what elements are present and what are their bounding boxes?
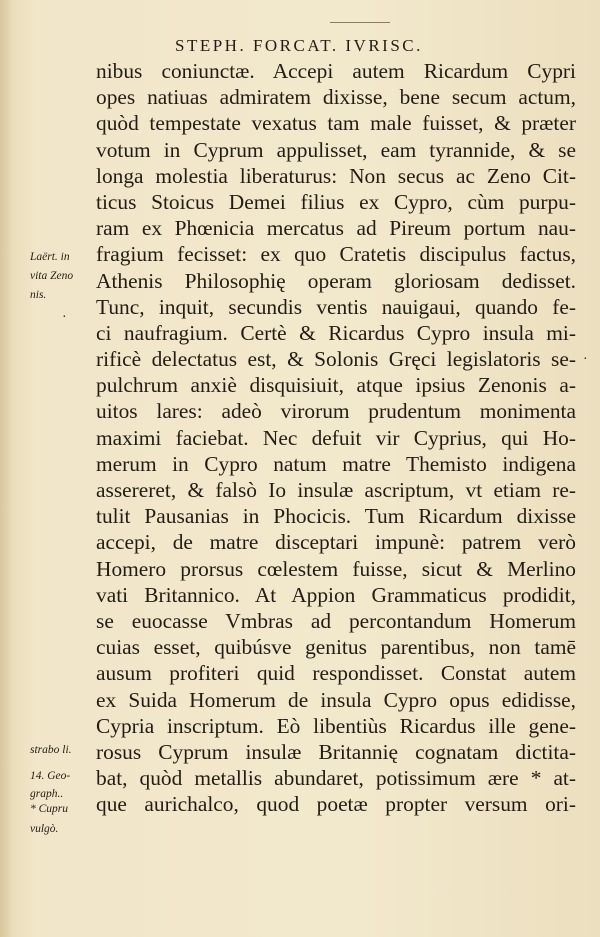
text-line: Athenis Philosophię operam gloriosam dedisset. bbox=[96, 268, 576, 293]
text-line: fragium fecisset: ex quo Cratetis discipulus factus, bbox=[96, 242, 576, 267]
text-line: ticus Stoicus Demei filius ex Cypro, cùm purpu- bbox=[96, 189, 576, 214]
text-line: se euocasse Vmbras ad percontandum Homerum bbox=[96, 608, 576, 633]
text-line: votum in Cyprum appulisset, eam tyrannide, & se bbox=[96, 137, 576, 162]
margin-dot-mark: · bbox=[62, 310, 67, 325]
margin-note-strabo-3: graph.. bbox=[30, 788, 64, 800]
text-line: que aurichalco, quod poetæ propter versum ori- bbox=[96, 792, 576, 817]
text-line: cuias esset, quibúsve genitus parentibus, non tamē bbox=[96, 635, 576, 660]
margin-note-strabo-2: 14. Geo- bbox=[30, 770, 71, 782]
text-line: maximi faciebat. Nec defuit vir Cyprius, qui Ho- bbox=[96, 425, 576, 450]
text-line: pulchrum anxiè disquisiuit, atque ipsius Zenonis a- bbox=[96, 373, 576, 398]
text-line: ex Suida Homerum de insula Cypro opus edidisse, bbox=[96, 687, 576, 712]
text-line: assereret, & falsò Io insulæ ascriptum, vt etiam re- bbox=[96, 478, 576, 502]
page-gutter-shadow bbox=[0, 0, 12, 937]
body-text bbox=[96, 58, 576, 817]
text-line: ci naufragium. Certè & Ricardus Cypro insula mi- bbox=[96, 320, 576, 345]
margin-note-cuprum-2: vulgò. bbox=[30, 823, 59, 835]
text-line: quòd tempestate vexatus tam male fuisset, & præter bbox=[96, 111, 576, 136]
text-line: rosus Cyprum insulæ Britannię cognatam dictita- bbox=[96, 739, 576, 764]
text-line: longa molestia liberaturus: Non secus ac Zeno Cit- bbox=[96, 163, 576, 188]
margin-note-cuprum-1: * Cupru bbox=[30, 803, 69, 815]
text-line: ram ex Phœnicia mercatus ad Pireum portum nau- bbox=[96, 216, 576, 241]
margin-note-laertius-2: vita Zeno bbox=[30, 270, 74, 282]
text-line: Tunc, inquit, secundis ventis nauigaui, quando fe- bbox=[96, 294, 576, 319]
margin-note-laertius-1: Laërt. in bbox=[30, 251, 70, 263]
header-rule bbox=[330, 22, 390, 23]
text-line: bat, quòd metallis abundaret, potissimum ære * at- bbox=[96, 766, 576, 791]
text-line: accepi, de matre disceptari impunè: patrem verò bbox=[96, 530, 576, 555]
text-line: uitos lares: adeò virorum prudentum monimenta bbox=[96, 399, 576, 424]
text-line: ausum profiteri quid respondisset. Constat autem bbox=[96, 661, 576, 686]
text-line: nibus coniunctæ. Accepi autem Ricardum Cypri bbox=[96, 59, 576, 83]
text-line: Homero prorsus cœlestem fuisse, sicut & Merlino bbox=[96, 556, 576, 581]
text-line: rificè delectatus est, & Solonis Gręci legislatoris se- bbox=[96, 347, 576, 372]
running-head: STEPH. FORCAT. IVRISC. bbox=[175, 36, 423, 55]
margin-note-laertius-3: nis. bbox=[30, 289, 47, 301]
margin-note-strabo-1: strabo li. bbox=[30, 744, 72, 756]
text-line: vati Britannico. At Appion Grammaticus prodidit, bbox=[96, 582, 576, 607]
text-line: tulit Pausanias in Phocicis. Tum Ricardum dixisse bbox=[96, 504, 576, 529]
text-line: merum in Cypro natum matre Themisto indigena bbox=[96, 451, 576, 476]
margin-dot-mark-right: · bbox=[583, 352, 588, 367]
text-line: opes natiuas admiratem dixisse, bene secum actum, bbox=[96, 85, 576, 110]
text-line: Cypria inscriptum. Eò libentiùs Ricardus ille gene- bbox=[96, 713, 576, 738]
